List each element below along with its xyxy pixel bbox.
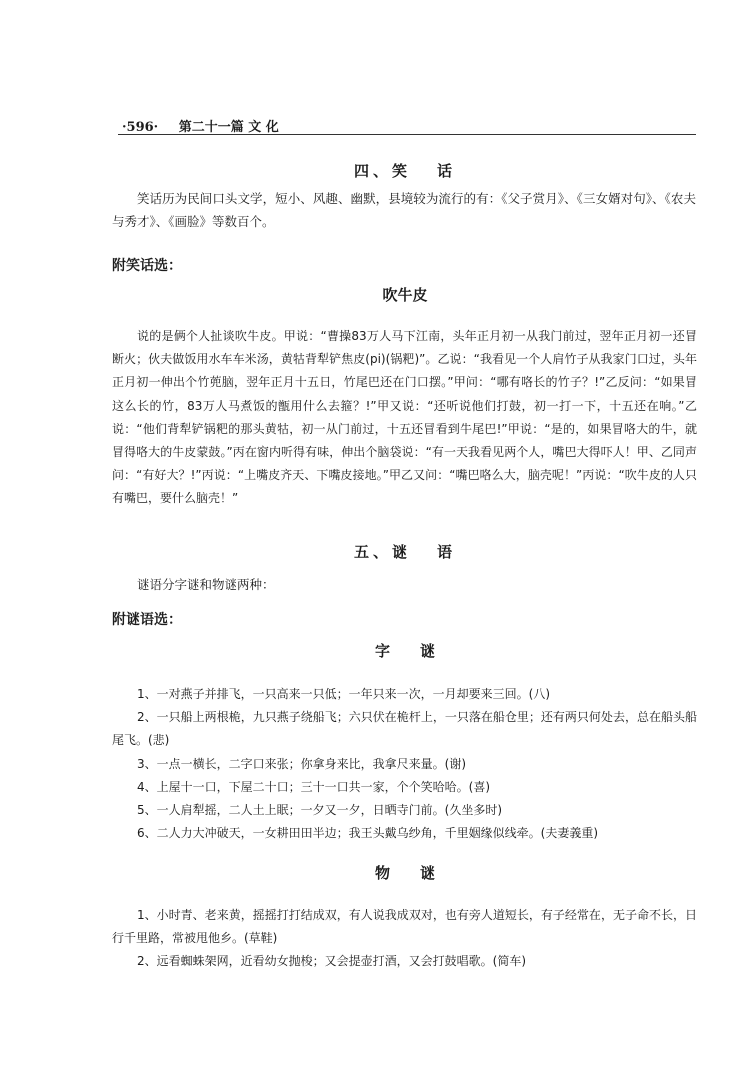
char-riddles-title-b: 谜	[420, 642, 436, 660]
section-4-intro: 笑话历为民间口头文学，短小、风趣、幽默，县境较为流行的有：《父子赏月》、《三女婿对句》、《农夫与秀才》、《画脸》等数百个。	[112, 191, 696, 229]
obj-riddles-title-a: 物	[374, 864, 390, 882]
obj-riddle-item: 1、小时青、老来黄，摇摇打打结成双，有人说我成双对，也有旁人道短长，有子经常在，无子命不长，日行千里路，常被甩他乡。(草鞋)	[112, 908, 697, 946]
char-riddles-title-a: 字	[374, 642, 390, 660]
obj-riddles-title	[110, 862, 700, 883]
char-riddle-item: 2、一只船上两根桅，九只燕子绕船飞；六只伏在桅杆上，一只落在船仓里；还有两只何处去，总在船头船尾飞。(悲)	[112, 710, 697, 748]
char-riddle-item: 6、二人力大冲破天，一女耕田田半边；我王头戴乌纱角，千里姻缘似线牵。(夫妻義重)	[137, 826, 599, 841]
jokes-selection-heading: 附笑话选：	[112, 258, 182, 274]
section-4-heading	[110, 160, 700, 181]
obj-riddle-item: 2、远看蜘蛛架网，近看幼女抛梭；又会提壶打酒，又会打鼓唱歌。(简车)	[137, 954, 527, 969]
char-riddle-item: 4、上屋十一口，下屋二十口；三十一口共一家，个个笑哈哈。(喜)	[137, 779, 491, 794]
page-header	[122, 116, 694, 135]
section-5-intro: 谜语分字谜和物谜两种：	[137, 577, 275, 592]
char-riddles-title	[110, 640, 700, 661]
chapter-title: 第二十一篇 文 化	[178, 120, 279, 135]
char-riddle-item: 3、一点一横长，二字口来张；你拿身来比，我拿尺来量。(谢)	[137, 756, 467, 771]
section-4-number: 四、笑	[353, 162, 411, 180]
riddles-selection-heading: 附谜语选：	[112, 612, 182, 628]
section-5-number: 五、谜	[353, 543, 411, 561]
obj-riddles-list	[112, 904, 697, 974]
story-text: 说的是俩个人扯谈吹牛皮。甲说：“曹操83万人马下江南，头年正月初一从我门前过，翌年正月初一还冒断火；伙夫做饭用水车车米汤，黄牯背犁铲焦皮(pi)(锅粑)”。乙说：“我看见一个人肩竹子从我家门口过，头年正月初一伸出个竹蔸脑，翌年正月十五日，竹尾巴还在门口摆。”甲问：“哪有咯长的竹子？!”乙反问：“如果冒这么长的竹，83万人马煮饭的甑用什么去箍？!”甲又说：“还听说他们打鼓，初一打一下，十五还在响。”乙说：“他们背犁铲锅粑的那头黄牯，初一从门前过，十五还冒看到牛尾巴!”甲说：“是的，如果冒咯大的牛，就冒得咯大的牛皮蒙鼓。”丙在窗内听得有味，伸出个脑袋说：“有一天我看见两个人，嘴巴大得吓人！甲、乙同声问：“有好大？!”丙说：“上嘴皮齐天、下嘴皮接地。”甲乙又问：“嘴巴咯么大，脑壳呢！”丙说：“吹牛皮的人只有嘴巴，要什么脑壳！”	[112, 329, 697, 506]
section-5-title-tail: 语	[437, 543, 457, 561]
page-number: ·596·	[122, 120, 159, 135]
char-riddles-list	[112, 683, 697, 845]
header-rule	[118, 134, 696, 135]
obj-riddles-title-b: 谜	[420, 864, 436, 882]
story-title: 吹牛皮	[382, 286, 428, 304]
section-4-title-tail: 话	[437, 162, 457, 180]
section-5-heading	[110, 541, 700, 562]
char-riddle-item: 5、一人肩犁摇，二人土上眠；一夕又一夕，日晒寺门前。(久坐多时)	[137, 803, 503, 818]
char-riddle-item: 1、一对燕子并排飞，一只高来一只低；一年只来一次，一月却要来三回。(八)	[137, 687, 551, 701]
